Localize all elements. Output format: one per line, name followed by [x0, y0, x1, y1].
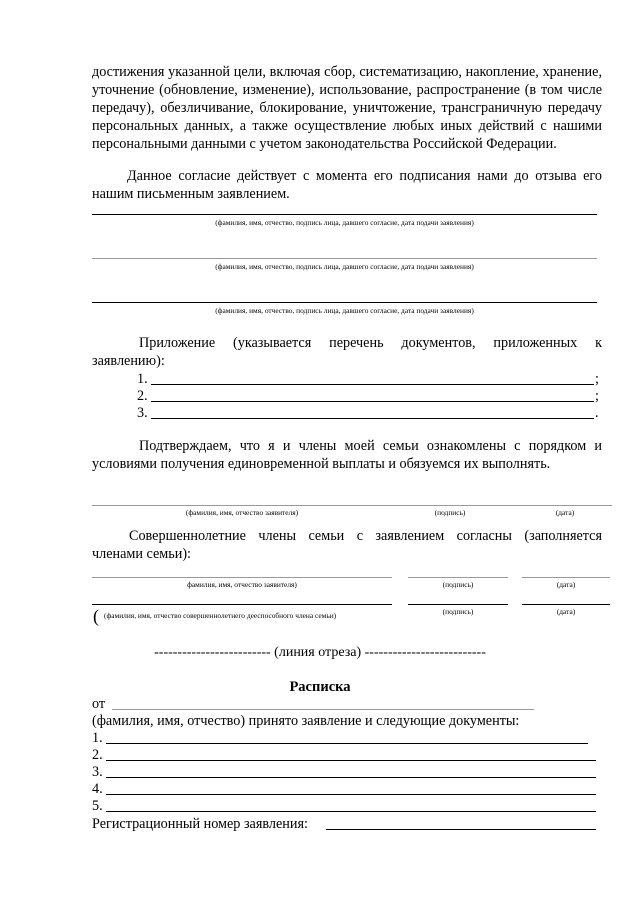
adult-name-line-1[interactable]	[92, 577, 392, 578]
receipt-from-label: от	[92, 696, 106, 712]
consent-signature-caption-3: (фамилия, имя, отчество, подпись лица, давшего согласие, дата подачи заявления)	[215, 306, 474, 315]
receipt-item-line[interactable]	[106, 777, 596, 778]
adult-date-caption-2: (дата)	[556, 607, 576, 616]
receipt-item-line[interactable]	[106, 760, 596, 761]
attachment-item-ending: ;	[595, 371, 599, 387]
adult-sign-caption-1: (подпись)	[442, 580, 474, 589]
cut-line: ------------------------- (линия отреза) --------------------------	[154, 645, 486, 660]
attachment-item-number: 2.	[137, 388, 148, 404]
attachment-item-ending: .	[595, 405, 599, 421]
adults-consent-text: Совершеннолетние члены семьи с заявлением согласны (заполняется членами семьи):	[92, 528, 602, 562]
attachment-item-line[interactable]	[151, 418, 594, 419]
confirmation-text: Подтверждаем, что я и члены моей семьи ознакомлены с порядком и условиями получения единовременной выплаты и обязуемся их выполнять.	[92, 438, 602, 472]
adult-sign-line-2[interactable]	[408, 604, 508, 605]
consent-signature-line-1[interactable]	[92, 214, 597, 215]
attachment-intro: Приложение (указывается перечень документов, приложенных к заявлению):	[92, 335, 602, 369]
receipt-item-line[interactable]	[106, 794, 596, 795]
receipt-item-number: 5.	[92, 798, 103, 814]
applicant-signature-line[interactable]	[92, 505, 612, 506]
adult-name-line-2[interactable]	[92, 604, 392, 605]
receipt-item-number: 3.	[92, 764, 103, 780]
receipt-title: Расписка	[289, 679, 351, 695]
consent-validity-paragraph: Данное согласие действует с момента его подписания нами до отзыва его нашим письменным заявлением.	[92, 168, 602, 202]
adult-sign-line-1[interactable]	[408, 577, 508, 578]
receipt-item-line[interactable]	[106, 743, 588, 744]
adult-name-caption-1: фамилия, имя, отчество заявителя)	[187, 580, 297, 589]
consent-signature-line-3[interactable]	[92, 302, 597, 303]
consent-signature-line-2[interactable]	[92, 258, 597, 259]
receipt-item-number: 2.	[92, 747, 103, 763]
receipt-accepted-text: (фамилия, имя, отчество) принято заявление и следующие документы:	[92, 713, 520, 729]
consent-signature-caption-2: (фамилия, имя, отчество, подпись лица, давшего согласие, дата подачи заявления)	[215, 262, 474, 271]
attachment-item-number: 1.	[137, 371, 148, 387]
adult-date-line-2[interactable]	[522, 604, 610, 605]
attachment-item-ending: ;	[595, 388, 599, 404]
receipt-item-line[interactable]	[106, 811, 596, 812]
consent-paragraph: достижения указанной цели, включая сбор, систематизацию, накопление, хранение, уточнение (обновление, изменение), использование, распространение (в том числе передачу), обезличивание, блокирование, уничтожение, трансграничную передачу персональных данных, а также осуществление любых иных действий с нашими персональными данными с учетом законодательства Российской Федерации.	[92, 64, 602, 152]
receipt-from-line[interactable]	[112, 709, 534, 710]
adult-sign-caption-2: (подпись)	[442, 607, 474, 616]
adult-name-caption-2: (фамилия, имя, отчество совершеннолетнего дееспособного члена семьи)	[104, 611, 337, 620]
applicant-date-caption: (дата)	[555, 508, 575, 517]
attachment-item-line[interactable]	[151, 401, 594, 402]
receipt-reg-label: Регистрационный номер заявления:	[92, 816, 308, 832]
applicant-name-caption: (фамилия, имя, отчество заявителя)	[185, 508, 299, 517]
attachment-item-line[interactable]	[151, 384, 594, 385]
receipt-item-number: 1.	[92, 730, 103, 746]
receipt-item-number: 4.	[92, 781, 103, 797]
adult-date-caption-1: (дата)	[556, 580, 576, 589]
consent-signature-caption-1: (фамилия, имя, отчество, подпись лица, давшего согласие, дата подачи заявления)	[215, 218, 474, 227]
adult-date-line-1[interactable]	[522, 577, 610, 578]
attachment-item-number: 3.	[137, 405, 148, 421]
bracket-glyph: (	[93, 606, 99, 626]
receipt-reg-number-line[interactable]	[326, 829, 596, 830]
applicant-sign-caption: (подпись)	[434, 508, 466, 517]
